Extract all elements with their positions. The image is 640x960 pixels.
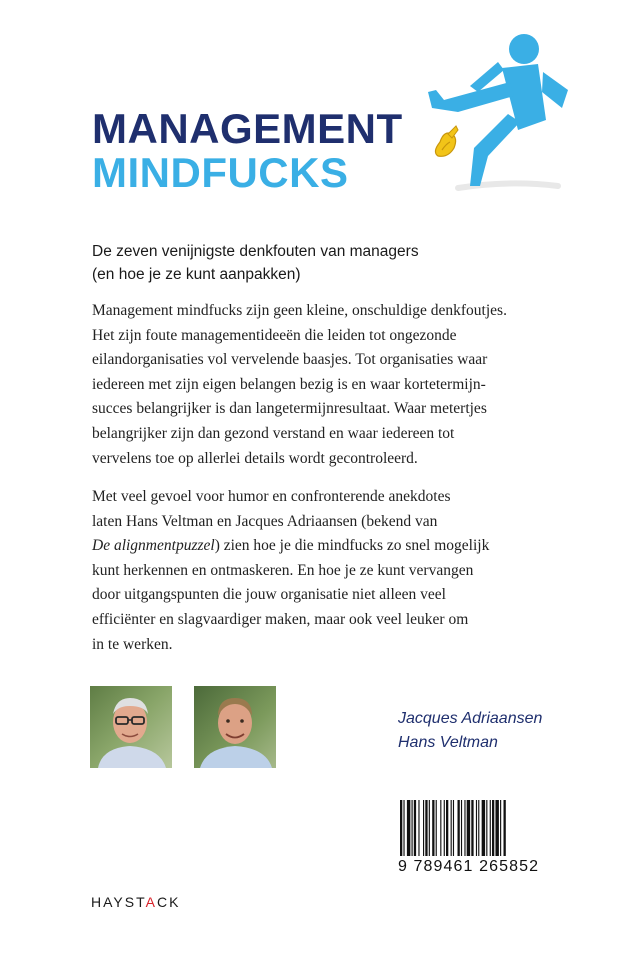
barcode-bar xyxy=(429,800,430,856)
blurb-line: iedereen met zijn eigen belangen bezig is en waar kortetermijn- xyxy=(92,375,486,393)
barcode-bar xyxy=(451,800,452,856)
book-title-line-1: MANAGEMENT xyxy=(92,105,403,152)
blurb-line xyxy=(92,534,582,559)
barcode-bar xyxy=(453,800,454,856)
blurb-line: laten Hans Veltman en Jacques Adriaansen (bekend van xyxy=(92,512,438,530)
subtitle-line-1: De zeven venijnigste denkfouten van managers xyxy=(92,243,419,260)
barcode-bar xyxy=(446,800,448,856)
publisher-name-part-1: HAYST xyxy=(91,894,146,910)
blurb-line: eilandorganisaties vol vervelende baasjes. Tot organisaties waar xyxy=(92,351,488,369)
barcode-bar xyxy=(467,800,470,856)
barcode-bar xyxy=(492,800,494,856)
barcode-bar xyxy=(444,800,445,856)
barcode-bar xyxy=(418,800,419,856)
barcode-bar xyxy=(500,800,501,856)
blurb-line: succes belangrijker is dan langetermijnresultaat. Waar metertjes xyxy=(92,400,487,418)
barcode-bar xyxy=(482,800,485,856)
author-photo-hans-veltman xyxy=(194,686,276,768)
book-reference-title: De alignmentpuzzel xyxy=(92,537,215,555)
author-photo-jacques-adriaansen xyxy=(90,686,172,768)
blurb-line: efficiënter en slagvaardiger maken, maar ook veel leuker om xyxy=(92,610,469,628)
barcode-bar xyxy=(425,800,427,856)
barcode-bar xyxy=(471,800,473,856)
isbn-number: 9 789461 265852 xyxy=(398,858,540,875)
blurb-line: Met veel gevoel voor humor en confronterende anekdotes xyxy=(92,488,451,505)
barcode-bar xyxy=(495,800,498,856)
author-name-1: Jacques Adriaansen xyxy=(398,710,543,727)
blurb-line: kunt herkennen en ontmaskeren. En hoe je ze kunt vervangen xyxy=(92,561,474,579)
blurb-line: belangrijker zijn dan gezond verstand en waar iedereen tot xyxy=(92,424,455,442)
publisher-name-accent: A xyxy=(145,894,157,910)
subtitle-line-2: (en hoe je ze kunt aanpakken) xyxy=(92,266,301,283)
barcode-bar xyxy=(458,800,460,856)
blurb-line: vervelens toe op allerlei details wordt gecontroleerd. xyxy=(92,449,418,467)
barcode-bar xyxy=(423,800,424,856)
barcode-bar xyxy=(432,800,434,856)
book-subtitle xyxy=(92,240,562,286)
barcode-bar xyxy=(486,800,487,856)
blurb-paragraph-1 xyxy=(92,299,582,471)
publisher-logo xyxy=(91,894,180,910)
blurb-line: Management mindfucks zijn geen kleine, onschuldige denkfoutjes. xyxy=(92,302,507,319)
barcode-bar xyxy=(403,800,404,856)
barcode-bar xyxy=(412,800,413,856)
barcode-bar xyxy=(407,800,410,856)
man-slipping-on-banana-peel-icon xyxy=(418,30,568,195)
barcode-bar xyxy=(436,800,437,856)
author-name-2: Hans Veltman xyxy=(398,734,498,751)
blurb-line: door uitgangspunten die jouw organisatie niet alleen veel xyxy=(92,586,446,604)
barcode-bar xyxy=(490,800,491,856)
blurb-line: Het zijn foute managementideeën die leiden tot ongezonde xyxy=(92,326,457,344)
blurb-line-rest: ) zien hoe je die mindfucks zo snel mogelijk xyxy=(214,537,490,555)
barcode-bar xyxy=(504,800,506,856)
publisher-name-part-2: CK xyxy=(156,894,181,910)
book-title-line-2: MINDFUCKS xyxy=(92,149,349,196)
barcode-bar xyxy=(414,800,416,856)
barcode-bar xyxy=(464,800,465,856)
barcode-bar xyxy=(476,800,477,856)
barcode-bar xyxy=(461,800,462,856)
barcode-bar xyxy=(478,800,479,856)
author-names xyxy=(398,707,542,755)
blurb-line: in te werken. xyxy=(92,635,173,653)
barcode-bar xyxy=(440,800,441,856)
blurb-paragraph-2 xyxy=(92,485,582,657)
barcode-bar xyxy=(400,800,402,856)
